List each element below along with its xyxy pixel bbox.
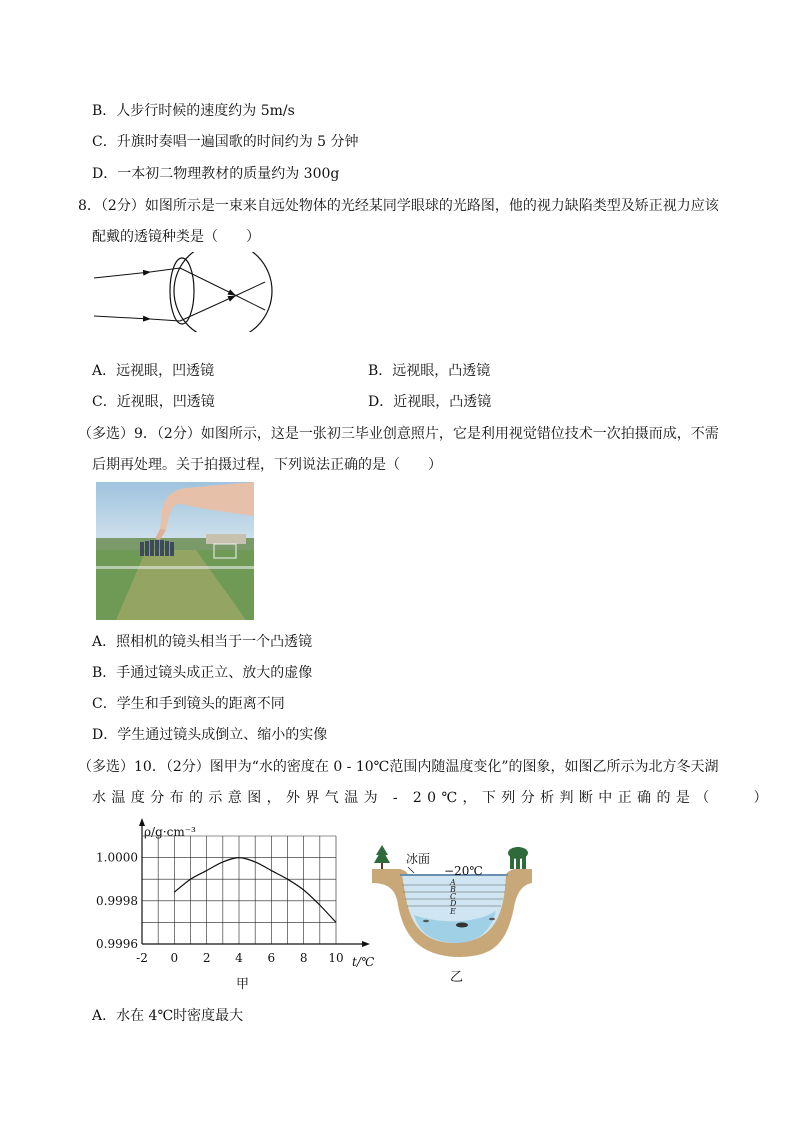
x-tick-label: 10 <box>328 951 344 965</box>
fish-icon <box>456 923 468 928</box>
layer-d: D <box>450 899 457 908</box>
x-axis-label: t/℃ <box>352 955 375 969</box>
air-temp-label: −20℃ <box>444 864 483 878</box>
ray-bottom-refracted <box>180 296 235 321</box>
q10-stem-line1: （多选）10．（2分）图甲为“水的密度在 0 - 10℃范围内随温度变化”的图象，如图乙所示为北方冬天湖 <box>78 759 719 775</box>
q10-option-a: A．水在 4℃时密度最大 <box>92 1008 244 1024</box>
y-tick-label: 1.0000 <box>96 850 138 865</box>
ice-label: 冰面 <box>406 852 431 866</box>
ray-top-in <box>94 272 150 278</box>
layer-a: A <box>450 878 456 887</box>
q9-option-c: C．学生和手到镜头的距离不同 <box>92 696 285 712</box>
x-tick-label: 2 <box>202 951 211 965</box>
x-axis-arrow <box>362 941 370 947</box>
tree-left-icon <box>374 845 390 869</box>
x-tick-label: -2 <box>136 951 148 965</box>
y-tick-label: 0.9996 <box>96 937 138 951</box>
lake-caption: 乙 <box>450 970 464 985</box>
chart-grid <box>142 836 336 944</box>
q8-stem-line2: 配戴的透镜种类是（ ） <box>92 229 260 245</box>
q10-stem-line2: 水温度分布的示意图，外界气温为 - 20℃，下列分析判断中正确的是（ ） <box>92 790 773 806</box>
q9-option-b: B．手通过镜头成正立、放大的虚像 <box>92 665 313 681</box>
q7-option-c: C．升旗时奏唱一遍国歌的时间约为 5 分钟 <box>92 134 359 150</box>
layer-c: C <box>450 892 457 901</box>
chart-ticks <box>96 851 344 965</box>
chart-caption: 甲 <box>236 977 250 992</box>
x-tick-label: 6 <box>267 951 276 965</box>
q9-option-d: D．学生通过镜头成倒立、缩小的实像 <box>92 727 328 743</box>
x-tick-label: 0 <box>170 951 179 965</box>
q8-option-b: B．远视眼，凸透镜 <box>368 363 491 379</box>
q8-stem-line1: 8．（2分）如图所示是一束来自远处物体的光经某同学眼球的光路图，他的视力缺陷类型及矫正视力应该 <box>78 198 719 214</box>
students-group <box>140 540 174 556</box>
density-temperature-chart <box>88 818 378 998</box>
ray-top-refracted <box>180 268 235 295</box>
lake-diagram <box>370 845 535 985</box>
q7-option-b: B．人步行时候的速度约为 5m/s <box>92 103 295 119</box>
q9-stem-line1: （多选）9．（2分）如图所示，这是一张初三毕业创意照片，它是利用视觉错位技术一次拍摄而成，不需 <box>78 426 719 442</box>
q8-option-a: A．远视眼，凹透镜 <box>92 363 215 379</box>
eye-diagram <box>90 252 280 332</box>
y-axis-label: ρ/g·cm⁻³ <box>144 825 196 839</box>
y-tick-label: 0.9998 <box>96 893 138 908</box>
q9-stem-line2: 后期再处理。关于拍摄过程，下列说法正确的是（ ） <box>92 457 442 473</box>
layer-e: E <box>450 907 456 916</box>
graduation-photo <box>96 482 254 620</box>
q8-option-d: D．近视眼，凸透镜 <box>368 394 492 410</box>
q8-option-c: C．近视眼，凹透镜 <box>92 394 215 410</box>
q9-option-a: A．照相机的镜头相当于一个凸透镜 <box>92 634 313 650</box>
q7-option-d: D．一本初二物理教材的质量约为 300g <box>92 166 340 182</box>
tree-right-icon <box>508 847 528 869</box>
x-tick-label: 4 <box>235 951 243 965</box>
ray-bottom-in <box>94 316 150 319</box>
x-tick-label: 8 <box>299 951 308 965</box>
layer-b: B <box>450 885 456 894</box>
